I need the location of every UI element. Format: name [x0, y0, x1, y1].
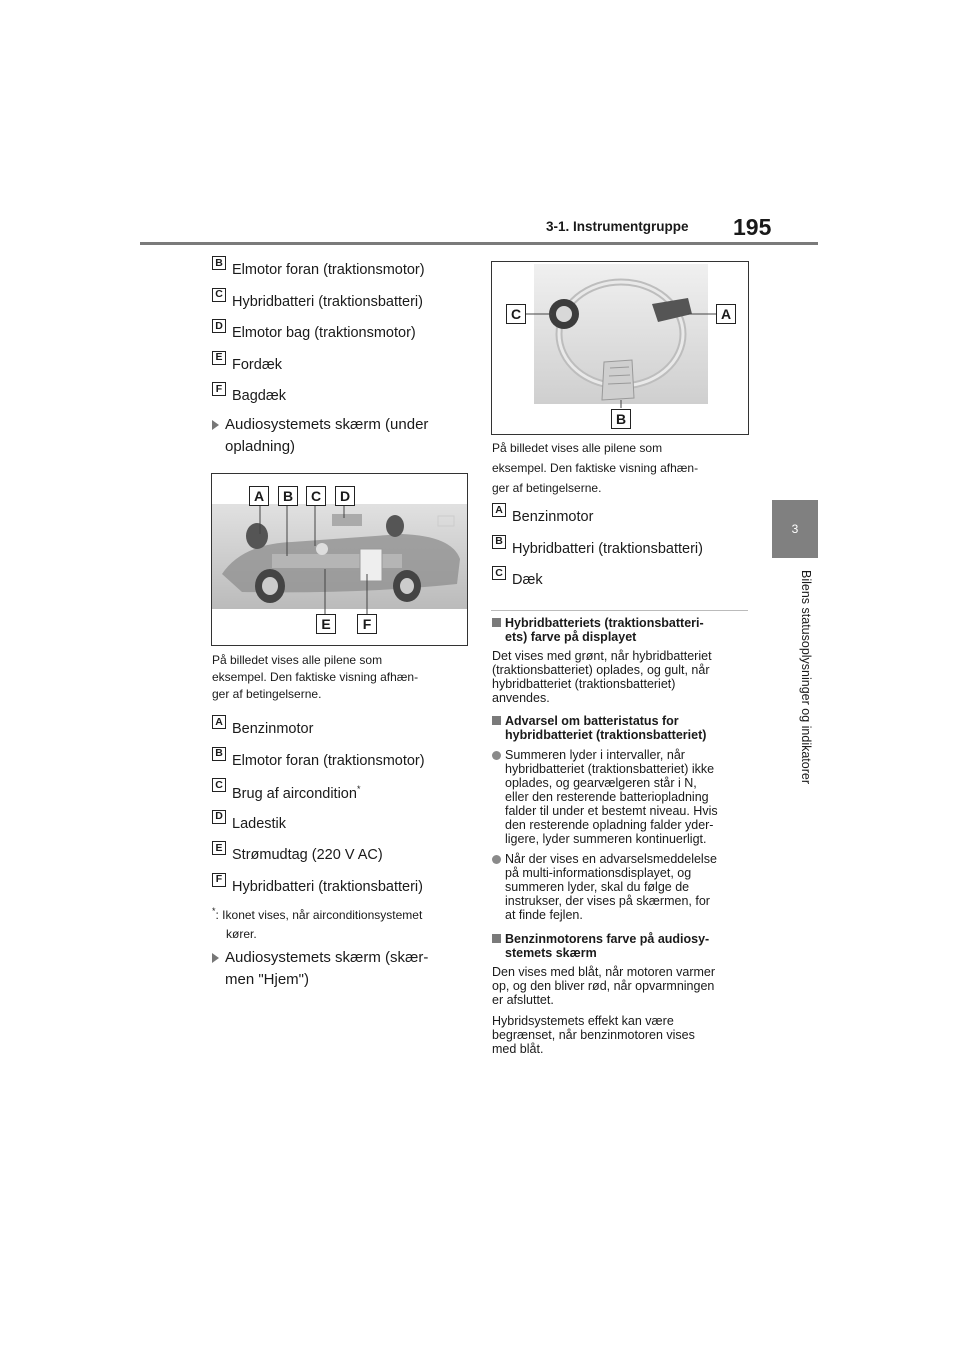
right-notes [492, 616, 752, 1056]
callout-b: B [278, 486, 298, 506]
bullet-item [492, 852, 752, 922]
item-text: Ladestik [232, 815, 287, 832]
square-bullet-icon [492, 716, 501, 725]
item-text: Hybridbatteri (traktionsbatteri) [512, 540, 703, 557]
callout-f: F [357, 614, 377, 634]
list-item [492, 535, 703, 573]
caption-line: ger af betingelserne. [212, 687, 322, 701]
subheading-line: Audiosystemets skærm (skær- [225, 949, 429, 966]
marker-b: B [212, 747, 226, 761]
list-item [212, 778, 425, 816]
note-paragraph [492, 649, 752, 705]
square-bullet-icon [492, 934, 501, 943]
callout-e: E [316, 614, 336, 634]
callout-d: D [335, 486, 355, 506]
text-line: Hybridsystemets effekt kan være [492, 1014, 674, 1028]
text-line: falder til under et bestemt niveau. Hvis [505, 804, 718, 818]
item-text: Strømudtag (220 V AC) [232, 847, 383, 863]
list-item [492, 566, 703, 604]
list-item [212, 841, 425, 879]
text-line: den resterende opladning falder yder- [505, 818, 714, 832]
heading-line: hybridbatteriet (traktionsbatteriet) [505, 728, 707, 742]
note-heading [492, 714, 752, 742]
marker-e: E [212, 841, 226, 855]
list-item [212, 715, 425, 753]
note-paragraph [492, 965, 752, 1007]
caption-line: eksempel. Den faktiske visning afhæn- [492, 461, 699, 475]
marker-c: C [212, 288, 226, 302]
left-items-top [212, 256, 425, 420]
marker-a: A [492, 503, 506, 517]
charging-screen-figure [211, 473, 468, 646]
right-items [492, 503, 703, 604]
subheading-home [212, 947, 428, 991]
header-rule [140, 242, 818, 245]
text-line: Når der vises en advarselsmeddelelse [505, 852, 717, 866]
text-line: instrukser, der vises på skærmen, for [505, 894, 710, 908]
round-bullet-icon [492, 751, 501, 760]
text-line: med blåt. [492, 1042, 544, 1056]
item-text: Hybridbatteri (traktionsbatteri) [232, 878, 423, 895]
heading-line: Hybridbatteriets (traktionsbatteri- [505, 616, 704, 630]
marker-f: F [212, 382, 226, 396]
text-line: op, og den bliver rød, når opvarmningen [492, 979, 715, 993]
subheading-line: opladning) [225, 438, 296, 455]
heading-line: ets) farve på displayet [505, 630, 637, 644]
chapter-number: 3 [791, 522, 799, 536]
chapter-tab [772, 500, 818, 558]
list-item [212, 747, 425, 785]
text-line: hybridbatteriet (traktionsbatteriet) ikke [505, 762, 715, 776]
marker-c: C [492, 566, 506, 580]
text-line: eller den resterende batteriopladning [505, 790, 709, 804]
footnote [212, 902, 422, 944]
marker-b: B [492, 535, 506, 549]
item-text: Elmotor bag (traktionsmotor) [232, 325, 416, 341]
text-line: begrænset, når benzinmotoren vises [492, 1028, 695, 1042]
heading-line: stemets skærm [505, 946, 597, 960]
section-divider [491, 610, 748, 611]
footnote-mark: * [212, 906, 216, 916]
footnote-line: : Ikonet vises, når airconditionsystemet [215, 908, 423, 922]
note-heading [492, 616, 752, 644]
item-text: Elmotor foran (traktionsmotor) [232, 262, 425, 278]
text-line: hybridbatteriet (traktionsbatteriet) [492, 677, 676, 691]
text-line: oplades, og gearvælgeren står i N, [505, 776, 697, 790]
item-text: Brug af aircondition [232, 785, 357, 802]
text-line: anvendes. [492, 691, 550, 705]
footnote-ref: * [356, 784, 361, 794]
item-text: Dæk [512, 572, 543, 588]
marker-f: F [212, 873, 226, 887]
marker-d: D [212, 810, 226, 824]
round-bullet-icon [492, 855, 501, 864]
list-item [212, 256, 425, 294]
item-text: Fordæk [232, 356, 282, 373]
arrow-right-icon [212, 420, 219, 430]
text-line: Den vises med blåt, når motoren varmer [492, 965, 716, 979]
text-line: er afsluttet. [492, 993, 554, 1007]
left-items-mid [212, 715, 425, 910]
text-line: at finde fejlen. [505, 908, 583, 922]
marker-d: D [212, 319, 226, 333]
subheading-line: Audiosystemets skærm (under [225, 416, 429, 433]
footnote-line: kører. [226, 927, 257, 941]
callout-a: A [716, 304, 736, 324]
subheading-charging [212, 414, 428, 458]
heading-line: Advarsel om batteristatus for [505, 714, 679, 728]
text-line: summeren lyder, skal du følge de [505, 880, 690, 894]
text-line: ligere, lyder summeren kontinuerligt. [505, 832, 707, 846]
text-line: Summeren lyder i intervaller, når [505, 748, 685, 762]
item-text: Benzinmotor [232, 721, 314, 737]
text-line: på multi-informationsdisplayet, og [505, 866, 692, 880]
marker-a: A [212, 715, 226, 729]
list-item [212, 351, 425, 389]
square-bullet-icon [492, 618, 501, 627]
chapter-title: Bilens statusoplysninger og indikatorer [799, 570, 813, 785]
note-heading [492, 932, 752, 960]
callout-a: A [249, 486, 269, 506]
callout-c: C [506, 304, 526, 324]
text-line: (traktionsbatteriet) oplades, og gult, når [492, 663, 710, 677]
marker-e: E [212, 351, 226, 365]
list-item [212, 288, 425, 326]
text-line: Det vises med grønt, når hybridbatteriet [492, 649, 712, 663]
callout-b: B [611, 409, 631, 429]
caption-line: På billedet vises alle pilene som [492, 441, 663, 455]
item-text: Benzinmotor [512, 509, 594, 525]
subheading-line: men "Hjem") [225, 971, 309, 988]
arrow-right-icon [212, 953, 219, 963]
item-text: Bagdæk [232, 388, 287, 404]
page-number: 195 [733, 214, 772, 240]
chapter-title-vertical [796, 570, 816, 830]
section-title: 3-1. Instrumentgruppe [546, 219, 689, 234]
caption-line: ger af betingelserne. [492, 481, 602, 495]
bullet-item [492, 748, 752, 846]
caption-line: På billedet vises alle pilene som [212, 653, 383, 667]
left-figure-caption [212, 652, 418, 703]
heading-line: Benzinmotorens farve på audiosy- [505, 932, 710, 946]
marker-b: B [212, 256, 226, 270]
caption-line: eksempel. Den faktiske visning afhæn- [212, 670, 419, 684]
home-screen-figure [491, 261, 749, 435]
callout-c: C [306, 486, 326, 506]
item-text: Elmotor foran (traktionsmotor) [232, 752, 425, 769]
list-item [212, 810, 425, 848]
list-item [212, 319, 425, 357]
right-figure-caption [492, 440, 698, 497]
marker-c: C [212, 778, 226, 792]
item-text: Hybridbatteri (traktionsbatteri) [232, 293, 423, 310]
list-item [492, 503, 703, 541]
note-paragraph [492, 1014, 752, 1056]
